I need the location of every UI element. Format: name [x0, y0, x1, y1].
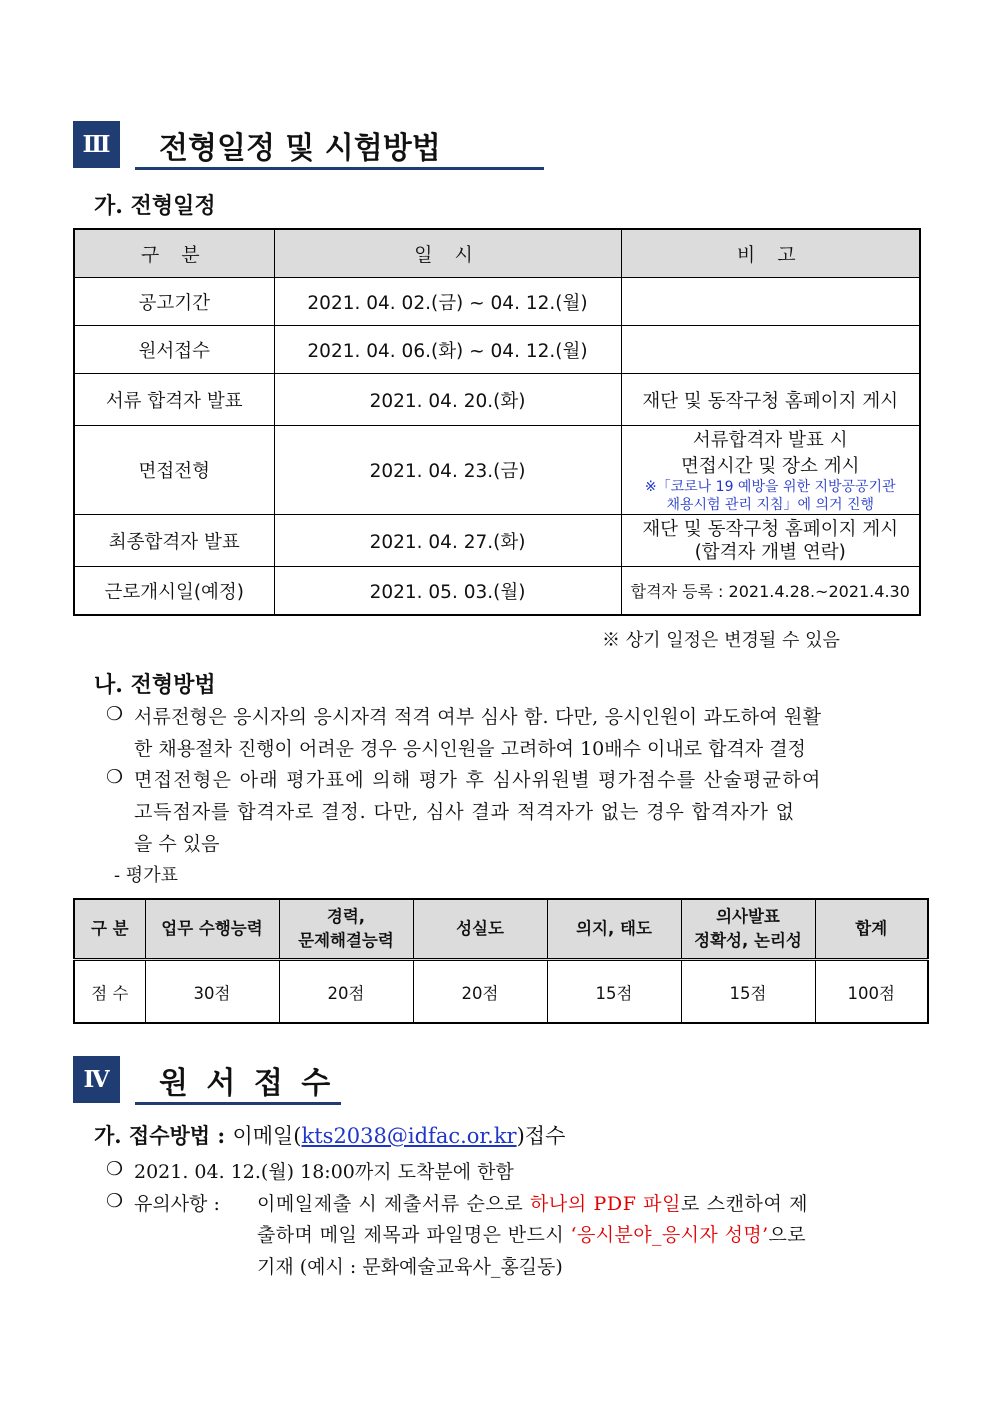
- bullet-icon: ❍: [106, 703, 124, 725]
- column-header: 비 고: [621, 229, 920, 278]
- schedule-footnote: ※ 상기 일정은 변경될 수 있음: [602, 630, 840, 651]
- category-cell: 최종합격자 발표: [74, 515, 274, 567]
- column-header: 일 시: [274, 229, 621, 278]
- notice-line-3: 기재 (예시 : 문화예술교육사_홍길동): [257, 1256, 563, 1278]
- bullet-icon: ❍: [106, 766, 124, 788]
- category-cell: 공고기간: [74, 278, 274, 326]
- note-cell: 합격자 등록 : 2021.4.28.~2021.4.30: [621, 567, 920, 616]
- email-link[interactable]: kts2038@idfac.or.kr: [301, 1124, 517, 1148]
- table-row: [74, 278, 920, 326]
- schedule-table: [73, 228, 921, 616]
- notice-highlight: 하나의 PDF 파일: [529, 1193, 682, 1215]
- notice-label: 유의사항 :: [134, 1193, 220, 1215]
- note-cell: [621, 326, 920, 374]
- score-cell: 15점: [547, 960, 681, 1024]
- table-row: [74, 960, 928, 1024]
- notice-highlight: ‘응시분야_응시자 성명’: [570, 1224, 769, 1246]
- category-cell: 면접전형: [74, 426, 274, 515]
- date-cell: 2021. 04. 27.(화): [274, 515, 621, 567]
- note-cell: [621, 515, 920, 567]
- schedule-heading: 가. 전형일정: [94, 193, 216, 219]
- header-line: 문제해결능력: [298, 931, 394, 950]
- notice-text: 로 스캔하여 제: [681, 1193, 809, 1215]
- date-cell: 2021. 04. 02.(금) ~ 04. 12.(월): [274, 278, 621, 326]
- score-cell: 30점: [145, 960, 279, 1024]
- column-header: [681, 899, 815, 960]
- note-line: 서류합격자 발표 시: [692, 430, 848, 451]
- apply-method-prefix: 이메일(: [232, 1124, 302, 1148]
- section-underline: [135, 167, 544, 170]
- date-cell: 2021. 04. 23.(금): [274, 426, 621, 515]
- column-header: 성실도: [413, 899, 547, 960]
- table-header-row: [74, 899, 928, 960]
- note-cell: 재단 및 동작구청 홈페이지 게시: [621, 374, 920, 426]
- apply-method-colon: :: [210, 1123, 233, 1148]
- covid-note: 채용시험 관리 지침」에 의거 진행: [666, 497, 875, 513]
- note-line: (합격자 개별 연락): [694, 541, 846, 563]
- category-cell: 서류 합격자 발표: [74, 374, 274, 426]
- evaluation-table: [73, 898, 929, 1024]
- section-number-badge: Ⅲ: [73, 121, 120, 168]
- notice-line-1: [257, 1189, 808, 1216]
- note-line: 재단 및 동작구청 홈페이지 게시: [642, 518, 899, 540]
- header-line: 경력,: [326, 907, 366, 926]
- method-heading: 나. 전형방법: [94, 672, 216, 698]
- section-underline: [135, 1102, 341, 1105]
- score-cell: 100점: [815, 960, 928, 1024]
- date-cell: 2021. 04. 20.(화): [274, 374, 621, 426]
- header-line: 정확성, 논리성: [694, 931, 802, 950]
- category-cell: 원서접수: [74, 326, 274, 374]
- bullet-icon: ❍: [106, 1158, 124, 1180]
- method-item-2-cont: 을 수 있음: [134, 833, 220, 855]
- section-title: 전형일정 및 시험방법: [159, 131, 441, 166]
- row-label: 점 수: [74, 960, 145, 1024]
- note-line: 면접시간 및 장소 게시: [681, 456, 860, 477]
- column-header: 구 분: [74, 899, 145, 960]
- score-cell: 15점: [681, 960, 815, 1024]
- apply-method-heading: 가. 접수방법: [94, 1123, 211, 1148]
- note-cell: [621, 426, 920, 515]
- method-item-1: 서류전형은 응시자의 응시자격 적격 여부 심사 함. 다만, 응시인원이 과도하여 원활: [134, 706, 822, 728]
- table-row: [74, 326, 920, 374]
- section-number-badge: Ⅳ: [73, 1056, 120, 1103]
- table-row: [74, 426, 920, 515]
- eval-label: - 평가표: [114, 865, 178, 886]
- notice-text: 이메일제출 시 제출서류 순으로: [257, 1193, 530, 1215]
- bullet-icon: ❍: [106, 1190, 124, 1212]
- table-header-row: [74, 229, 920, 278]
- column-header: [279, 899, 413, 960]
- table-row: [74, 567, 920, 616]
- column-header: 의지, 태도: [547, 899, 681, 960]
- column-header: 업무 수행능력: [145, 899, 279, 960]
- score-cell: 20점: [279, 960, 413, 1024]
- table-row: [74, 374, 920, 426]
- method-item-2: 면접전형은 아래 평가표에 의해 평가 후 심사위원별 평가점수를 산술평균하여: [134, 769, 822, 791]
- section-title: 원 서 접 수: [159, 1066, 335, 1101]
- note-cell: [621, 278, 920, 326]
- date-cell: 2021. 05. 03.(월): [274, 567, 621, 616]
- category-cell: 근로개시일(예정): [74, 567, 274, 616]
- method-item-1-cont: 한 채용절차 진행이 어려운 경우 응시인원을 고려하여 10배수 이내로 합격자 결정: [134, 738, 806, 760]
- table-row: [74, 515, 920, 567]
- header-line: 의사발표: [716, 907, 780, 926]
- notice-line-2: [257, 1220, 806, 1247]
- covid-note: ※「코로나 19 예방을 위한 지방공공기관: [644, 479, 896, 495]
- deadline-text: 2021. 04. 12.(월) 18:00까지 도착분에 한함: [134, 1161, 514, 1183]
- date-cell: 2021. 04. 06.(화) ~ 04. 12.(월): [274, 326, 621, 374]
- column-header: 구 분: [74, 229, 274, 278]
- column-header: 합계: [815, 899, 928, 960]
- apply-method-line: [94, 1120, 565, 1150]
- apply-method-suffix: )접수: [516, 1124, 566, 1148]
- notice-text: 출하며 메일 제목과 파일명은 반드시: [257, 1224, 571, 1246]
- method-item-2-cont: 고득점자를 합격자로 결정. 다만, 심사 결과 적격자가 없는 경우 합격자가 없: [134, 801, 795, 823]
- score-cell: 20점: [413, 960, 547, 1024]
- notice-text: 으로: [768, 1224, 807, 1246]
